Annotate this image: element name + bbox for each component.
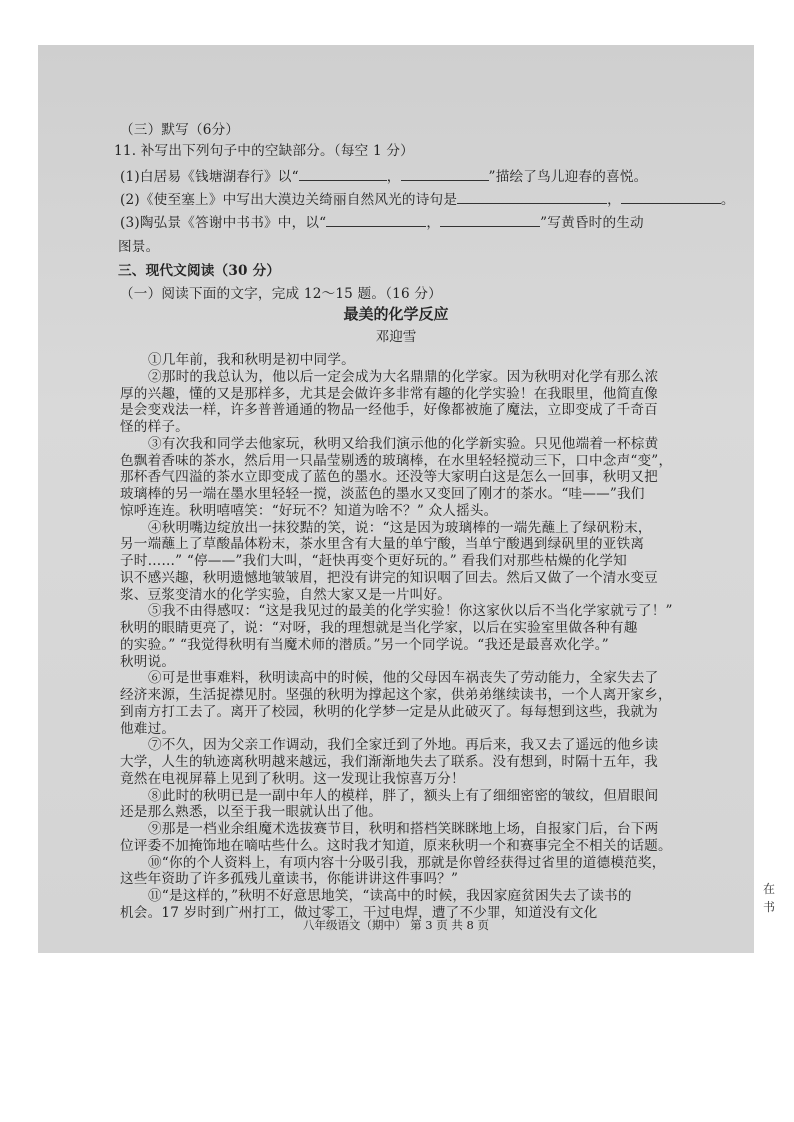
article-line: ⑧此时的秋明已是一副中年人的模样，胖了，额头上有了细细密密的皱纹，但眉眼间 <box>148 787 659 804</box>
article-line: 浆、豆浆变清水的化学实验，自然大家又是一片叫好。 <box>120 586 452 603</box>
q11-3-suffix: ”写黄昏时的生动 <box>540 215 644 231</box>
edge-char: 在 <box>763 882 776 896</box>
article-line: 怪的样子。 <box>120 419 189 435</box>
q11-1-suffix: ”描绘了鸟儿迎春的喜悦。 <box>488 169 648 185</box>
answer-blank[interactable] <box>621 191 721 204</box>
q11-2-comma: ， <box>607 192 621 208</box>
article-line: 他难过。 <box>120 720 176 737</box>
article-line: 竟然在电视屏幕上见到了秋明。这一发现让我惊喜万分！ <box>120 770 465 787</box>
article-line: 是会变戏法一样，许多普普通通的物品一经他手，好像都被施了魔法，立即变成了千奇百 <box>120 402 658 419</box>
answer-blank[interactable] <box>440 214 540 227</box>
article-line: ⑩“你的个人资料上，有项内容十分吸引我，那就是你曾经获得过省里的道德模范奖， <box>148 854 666 871</box>
q11-1-comma: ， <box>386 169 401 185</box>
q11-3-comma: ， <box>426 215 441 231</box>
question-11-stem: 11. 补写出下列句子中的空缺部分。（每空 1 分） <box>114 143 414 159</box>
article-line: 大学，人生的轨迹离秋明越来越远，我们渐渐地失去了联系。没有想到，时隔十五年，我 <box>120 754 658 770</box>
article-line: ⑤我不由得感叹：“这是我见过的最美的化学实验！你这家伙以后不当化学家就亏了！” <box>148 603 673 620</box>
article-title: 最美的化学反应 <box>343 305 449 323</box>
answer-blank[interactable] <box>299 168 387 181</box>
article-line: 机会。17 岁时到广州打工，做过零工，干过电焊，遭了不少罪，知道没有文化 <box>120 904 598 921</box>
article-line: ④秋明嘴边绽放出一抹狡黠的笑，说：“这是因为玻璃棒的一端先蘸上了绿矾粉末， <box>148 519 652 536</box>
article-line: 位评委不加掩饰地在嘀咕些什么。这时我才知道，原来秋明一个和赛事完全不相关的话题。 <box>120 837 672 854</box>
article-line: 还是那么熟悉，以至于我一眼就认出了他。 <box>120 804 383 821</box>
q11-1-prefix: (1)白居易《钱塘湖春行》以“ <box>120 169 299 185</box>
answer-blank[interactable] <box>457 191 607 204</box>
article-line: 到南方打工去了。离开了校园，秋明的化学梦一定是从此破灭了。每每想到这些，我就为 <box>120 703 658 720</box>
article-line: ⑦不久，因为父亲工作调动，我们全家迁到了外地。再后来，我又去了遥远的他乡读 <box>148 737 659 754</box>
q11-2-period: 。 <box>720 192 735 208</box>
article-line: 秋明说。 <box>120 653 176 670</box>
article-author: 邓迎雪 <box>375 329 417 345</box>
question-11-item-3-cont: 图景。 <box>118 239 160 255</box>
article-line: 识不感兴趣，秋明遗憾地皱皱眉，把没有讲完的知识咽了回去。然后又做了一个清水变豆 <box>120 569 658 586</box>
question-11-item-3 <box>120 211 644 231</box>
article-line: ②那时的我总认为，他以后一定会成为大名鼎鼎的化学家。因为秋明对化学有那么浓 <box>148 368 659 385</box>
article-line: 色飘着香味的茶水，然后用一只晶莹剔透的玻璃棒，在水里轻轻搅动三下，口中念声“变”， <box>120 452 673 469</box>
section-heading-reading: 三、现代文阅读（30 分） <box>118 263 281 279</box>
page-footer: 八年级语文（期中） 第 3 页 共 8 页 <box>302 918 490 932</box>
q11-2-prefix: (2)《使至塞上》中写出大漠边关绮丽自然风光的诗句是 <box>120 192 458 208</box>
article-line: ⑪“是这样的，”秋明不好意思地笑，“读高中的时候，我因家庭贫困失去了读书的 <box>148 888 632 904</box>
answer-blank[interactable] <box>326 214 426 227</box>
edge-char: 书 <box>763 900 776 914</box>
article-line: 另一端蘸上了草酸晶体粉末，茶水里含有大量的单宁酸，当单宁酸遇到绿矾里的亚铁离 <box>120 536 645 553</box>
question-11-item-2 <box>120 188 735 208</box>
scanned-page <box>38 45 754 953</box>
question-11-item-1 <box>120 165 647 185</box>
article-line: 玻璃棒的另一端在墨水里轻轻一搅，淡蓝色的墨水又变回了刚才的茶水。“哇——”我们 <box>120 486 645 502</box>
article-line: 秋明的眼睛更亮了，说：“对呀，我的理想就是当化学家，以后在实验室里做各种有趣 <box>120 620 638 636</box>
article-line: 的实验。” “我觉得秋明有当魔术师的潜质。”另一个同学说。“我还是最喜欢化学。” <box>120 636 609 653</box>
article-line: ⑨那是一档业余组魔术选拔赛节目，秋明和搭档笑眯眯地上场，自报家门后，台下两 <box>148 821 659 837</box>
article-line: 厚的兴趣，懂的又是那样多，尤其是会做许多非常有趣的化学实验！在我眼里，他简直像 <box>120 385 658 402</box>
article-line: 子时……” “停——”我们大叫，“赶快再变个更好玩的。” 看我们对那些枯燥的化学知 <box>120 553 627 569</box>
article-line: 惊呼连连。秋明嘻嘻笑：“好玩不？知道为啥不？” 众人摇头。 <box>120 502 498 519</box>
reading-sub-heading: （一）阅读下面的文字，完成 12～15 题。（16 分） <box>120 286 442 302</box>
section-heading-dictation: （三）默写（6分） <box>120 122 240 138</box>
article-line: 那杯香气四溢的茶水立即变成了蓝色的墨水。还没等大家明白这是怎么一回事，秋明又把 <box>120 469 658 486</box>
article-line: ⑥可是世事难料，秋明读高中的时候，他的父母因车祸丧失了劳动能力，全家失去了 <box>148 670 659 687</box>
article-line: ③有次我和同学去他家玩，秋明又给我们演示他的化学新实验。只见他端着一杯棕黄 <box>148 435 659 452</box>
article-line: 经济来源，生活捉襟见肘。坚强的秋明为撑起这个家，供弟弟继续读书，一个人离开家乡， <box>120 687 672 703</box>
article-line: ①几年前，我和秋明是初中同学。 <box>148 352 355 368</box>
answer-blank[interactable] <box>401 168 489 181</box>
q11-3-prefix: (3)陶弘景《答谢中书书》中，以“ <box>120 215 327 231</box>
article-line: 这些年资助了许多孤残儿童读书，你能讲讲这件事吗？” <box>120 871 459 888</box>
